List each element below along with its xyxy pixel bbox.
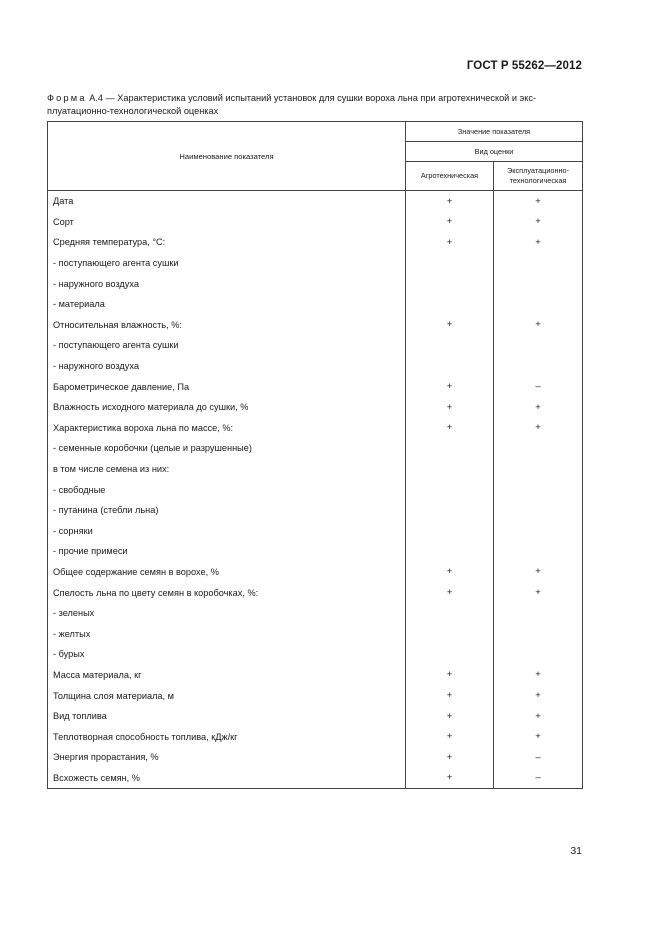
row-agro-cell: + xyxy=(406,315,494,336)
row-expl-cell xyxy=(494,623,583,644)
row-name-cell: Толщина слоя материала, м xyxy=(48,685,406,706)
table-body xyxy=(48,191,583,789)
row-agro-cell xyxy=(406,335,494,356)
table-row xyxy=(48,665,583,686)
row-agro-cell: + xyxy=(406,726,494,747)
table-row xyxy=(48,356,583,377)
table-row xyxy=(48,685,583,706)
row-name-cell: Всхожесть семян, % xyxy=(48,768,406,789)
row-expl-cell: – xyxy=(494,747,583,768)
row-name-cell: Общее содержание семян в ворохе, % xyxy=(48,562,406,583)
row-expl-cell xyxy=(494,500,583,521)
table-row xyxy=(48,273,583,294)
row-name-cell: Дата xyxy=(48,191,406,212)
table-row xyxy=(48,459,583,480)
page-number: 31 xyxy=(570,845,582,857)
row-expl-cell: + xyxy=(494,706,583,727)
table-row xyxy=(48,479,583,500)
row-agro-cell: + xyxy=(406,232,494,253)
row-agro-cell xyxy=(406,541,494,562)
row-expl-cell: + xyxy=(494,191,583,212)
row-name-cell: Сорт xyxy=(48,212,406,233)
row-agro-cell xyxy=(406,500,494,521)
row-name-cell: Энергия прорастания, % xyxy=(48,747,406,768)
table-row xyxy=(48,418,583,439)
table-row xyxy=(48,438,583,459)
row-name-cell: Характеристика вороха льна по массе, %: xyxy=(48,418,406,439)
header-operational: Эксплуатационно-технологическая xyxy=(494,162,583,191)
row-agro-cell: + xyxy=(406,747,494,768)
row-name-cell: - свободные xyxy=(48,479,406,500)
table-row xyxy=(48,768,583,789)
table-row xyxy=(48,582,583,603)
row-agro-cell xyxy=(406,294,494,315)
table-row xyxy=(48,726,583,747)
row-expl-cell: + xyxy=(494,582,583,603)
row-name-cell: Относительная влажность, %: xyxy=(48,315,406,336)
row-agro-cell: + xyxy=(406,706,494,727)
row-expl-cell: + xyxy=(494,315,583,336)
table-row xyxy=(48,335,583,356)
row-name-cell: - зеленых xyxy=(48,603,406,624)
form-label: Форма xyxy=(47,93,87,103)
row-expl-cell: + xyxy=(494,232,583,253)
row-agro-cell: + xyxy=(406,212,494,233)
row-name-cell: - желтых xyxy=(48,623,406,644)
table-row xyxy=(48,253,583,274)
row-expl-cell xyxy=(494,479,583,500)
table-row xyxy=(48,706,583,727)
table-header xyxy=(48,122,583,191)
row-name-cell: - наружного воздуха xyxy=(48,356,406,377)
row-name-cell: - бурых xyxy=(48,644,406,665)
row-expl-cell xyxy=(494,356,583,377)
row-agro-cell: + xyxy=(406,582,494,603)
row-name-cell: Спелость льна по цвету семян в коробочках, %: xyxy=(48,582,406,603)
row-expl-cell: + xyxy=(494,726,583,747)
table-row xyxy=(48,541,583,562)
table-row xyxy=(48,603,583,624)
row-agro-cell xyxy=(406,253,494,274)
table-row xyxy=(48,397,583,418)
row-expl-cell xyxy=(494,438,583,459)
row-expl-cell xyxy=(494,253,583,274)
table-row xyxy=(48,644,583,665)
header-indicator-name: Наименование показателя xyxy=(48,122,406,191)
row-agro-cell xyxy=(406,479,494,500)
row-name-cell: - поступающего агента сушки xyxy=(48,253,406,274)
row-name-cell: Барометрическое давление, Па xyxy=(48,376,406,397)
table-row xyxy=(48,747,583,768)
row-expl-cell xyxy=(494,521,583,542)
row-expl-cell xyxy=(494,541,583,562)
row-agro-cell: + xyxy=(406,665,494,686)
row-name-cell: - путанина (стебли льна) xyxy=(48,500,406,521)
table-row xyxy=(48,212,583,233)
row-agro-cell xyxy=(406,521,494,542)
row-name-cell: - поступающего агента сушки xyxy=(48,335,406,356)
row-name-cell: Масса материала, кг xyxy=(48,665,406,686)
row-expl-cell xyxy=(494,273,583,294)
row-expl-cell: + xyxy=(494,665,583,686)
table-row xyxy=(48,376,583,397)
row-agro-cell xyxy=(406,356,494,377)
table-row xyxy=(48,623,583,644)
row-agro-cell: + xyxy=(406,191,494,212)
row-name-cell: - наружного воздуха xyxy=(48,273,406,294)
row-agro-cell xyxy=(406,623,494,644)
row-expl-cell: + xyxy=(494,685,583,706)
row-agro-cell: + xyxy=(406,768,494,789)
table-row xyxy=(48,500,583,521)
row-agro-cell xyxy=(406,438,494,459)
row-name-cell: - материала xyxy=(48,294,406,315)
table-row xyxy=(48,562,583,583)
row-name-cell: - семенные коробочки (целые и разрушенные) xyxy=(48,438,406,459)
row-name-cell: Средняя температура, °С: xyxy=(48,232,406,253)
row-agro-cell: + xyxy=(406,376,494,397)
row-name-cell: - прочие примеси xyxy=(48,541,406,562)
row-expl-cell xyxy=(494,644,583,665)
row-expl-cell: + xyxy=(494,562,583,583)
table-row xyxy=(48,315,583,336)
row-agro-cell: + xyxy=(406,685,494,706)
table-row xyxy=(48,294,583,315)
row-name-cell: Вид топлива xyxy=(48,706,406,727)
conditions-table xyxy=(47,121,583,789)
table-row xyxy=(48,521,583,542)
row-name-cell: - сорняки xyxy=(48,521,406,542)
row-agro-cell xyxy=(406,603,494,624)
table-row xyxy=(48,232,583,253)
caption-text: А.4 — Характеристика условий испытаний установок для сушки вороха льна при агротехнической и экс-плуатационно-технологической оценках xyxy=(47,93,537,116)
row-agro-cell xyxy=(406,459,494,480)
row-agro-cell: + xyxy=(406,562,494,583)
table-row xyxy=(48,191,583,212)
header-indicator-value: Значение показателя xyxy=(406,122,583,142)
table-caption xyxy=(47,92,587,118)
row-agro-cell xyxy=(406,644,494,665)
header-evaluation-type: Вид оценки xyxy=(406,142,583,162)
row-expl-cell xyxy=(494,294,583,315)
row-agro-cell: + xyxy=(406,397,494,418)
row-name-cell: Теплотворная способность топлива, кДж/кг xyxy=(48,726,406,747)
row-expl-cell xyxy=(494,603,583,624)
row-expl-cell: + xyxy=(494,212,583,233)
row-expl-cell: – xyxy=(494,376,583,397)
row-expl-cell xyxy=(494,459,583,480)
row-name-cell: в том числе семена из них: xyxy=(48,459,406,480)
row-expl-cell: – xyxy=(494,768,583,789)
row-agro-cell xyxy=(406,273,494,294)
document-header: ГОСТ Р 55262—2012 xyxy=(466,60,582,72)
row-expl-cell: + xyxy=(494,397,583,418)
row-expl-cell: + xyxy=(494,418,583,439)
row-expl-cell xyxy=(494,335,583,356)
header-agrotechnical: Агротехническая xyxy=(406,162,494,191)
row-agro-cell: + xyxy=(406,418,494,439)
row-name-cell: Влажность исходного материала до сушки, % xyxy=(48,397,406,418)
